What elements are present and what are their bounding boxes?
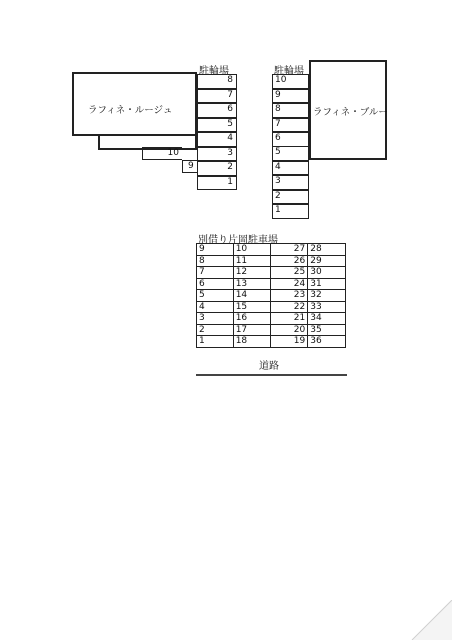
- parking-space-cell: 19: [271, 336, 308, 348]
- parking-space-cell: 22: [271, 301, 308, 313]
- parking-space-cell: 8: [197, 255, 234, 267]
- parking-space-cell: 25: [271, 267, 308, 279]
- parking-space-cell: 34: [308, 313, 346, 325]
- parking-space-cell: 26: [271, 255, 308, 267]
- bike-slot-right-8: 8: [272, 103, 309, 118]
- parking-space-cell: 10: [233, 244, 271, 256]
- parking-lot-row: [197, 278, 346, 290]
- parking-space-cell: 28: [308, 244, 346, 256]
- parking-space-cell: 14: [233, 290, 271, 302]
- parking-space-cell: 36: [308, 336, 346, 348]
- bike-slot-left-6: 6: [197, 103, 237, 118]
- bike-parking-left: [197, 74, 237, 190]
- road-label: 道路: [259, 361, 279, 372]
- parking-space-cell: 4: [197, 301, 234, 313]
- parking-lot-row: [197, 244, 346, 256]
- bike-slot-right-9: 9: [272, 89, 309, 104]
- parking-lot-row: [197, 336, 346, 348]
- parking-lot-grid: [196, 243, 346, 348]
- parking-lot-row: [197, 301, 346, 313]
- bike-slot-right-2: 2: [272, 190, 309, 205]
- car-slot-10-label: 10: [167, 148, 179, 158]
- bike-slot-left-4: 4: [197, 132, 237, 147]
- car-slot-9: [182, 160, 197, 173]
- parking-space-cell: 5: [197, 290, 234, 302]
- bike-slot-right-3: 3: [272, 175, 309, 190]
- parking-space-cell: 1: [197, 336, 234, 348]
- parking-space-cell: 32: [308, 290, 346, 302]
- bike-slot-left-8: 8: [197, 74, 237, 89]
- parking-space-cell: 20: [271, 324, 308, 336]
- bike-parking-right-lower: [272, 146, 309, 219]
- parking-lot-row: [197, 324, 346, 336]
- bike-slot-left-5: 5: [197, 118, 237, 133]
- parking-lot-row: [197, 255, 346, 267]
- parking-space-cell: 29: [308, 255, 346, 267]
- bike-parking-left-header: 駐輪場: [199, 66, 229, 77]
- parking-space-cell: 21: [271, 313, 308, 325]
- bike-slot-right-6: 6: [272, 132, 309, 147]
- building-raffine-rouge-label: ラフィネ・ルージュ: [88, 105, 173, 116]
- bike-parking-right-header: 駐輪場: [274, 66, 304, 77]
- parking-space-cell: 30: [308, 267, 346, 279]
- bike-parking-right-upper: [272, 74, 309, 147]
- parking-space-cell: 15: [233, 301, 271, 313]
- parking-lot-title: 別借り片岡駐車場: [198, 235, 278, 246]
- bike-slot-left-2: 2: [197, 161, 237, 176]
- parking-space-cell: 12: [233, 267, 271, 279]
- parking-space-cell: 16: [233, 313, 271, 325]
- bike-slot-right-5: 5: [272, 146, 309, 161]
- parking-space-cell: 13: [233, 278, 271, 290]
- parking-space-cell: 6: [197, 278, 234, 290]
- parking-lot-row: [197, 313, 346, 325]
- parking-space-cell: 11: [233, 255, 271, 267]
- bike-slot-left-7: 7: [197, 89, 237, 104]
- parking-space-cell: 18: [233, 336, 271, 348]
- parking-space-cell: 27: [271, 244, 308, 256]
- bike-slot-right-10: 10: [272, 74, 309, 89]
- parking-space-cell: 17: [233, 324, 271, 336]
- parking-space-cell: 3: [197, 313, 234, 325]
- parking-lot-row: [197, 267, 346, 279]
- building-raffine-bleu-label: ラフィネ・ブルー: [313, 107, 388, 118]
- parking-space-cell: 7: [197, 267, 234, 279]
- parking-space-cell: 35: [308, 324, 346, 336]
- car-slot-10: [142, 147, 182, 160]
- parking-space-cell: 2: [197, 324, 234, 336]
- parking-space-cell: 33: [308, 301, 346, 313]
- parking-space-cell: 24: [271, 278, 308, 290]
- parking-space-cell: 23: [271, 290, 308, 302]
- bike-slot-right-4: 4: [272, 161, 309, 176]
- parking-space-cell: 9: [197, 244, 234, 256]
- bike-slot-left-3: 3: [197, 147, 237, 162]
- parking-space-cell: 31: [308, 278, 346, 290]
- page-corner-fold: [392, 600, 452, 640]
- bike-slot-right-7: 7: [272, 118, 309, 133]
- road-line: [196, 374, 347, 376]
- bike-slot-left-1: 1: [197, 176, 237, 191]
- car-slot-9-label: 9: [188, 161, 194, 171]
- parking-lot-row: [197, 290, 346, 302]
- bike-slot-right-1: 1: [272, 204, 309, 219]
